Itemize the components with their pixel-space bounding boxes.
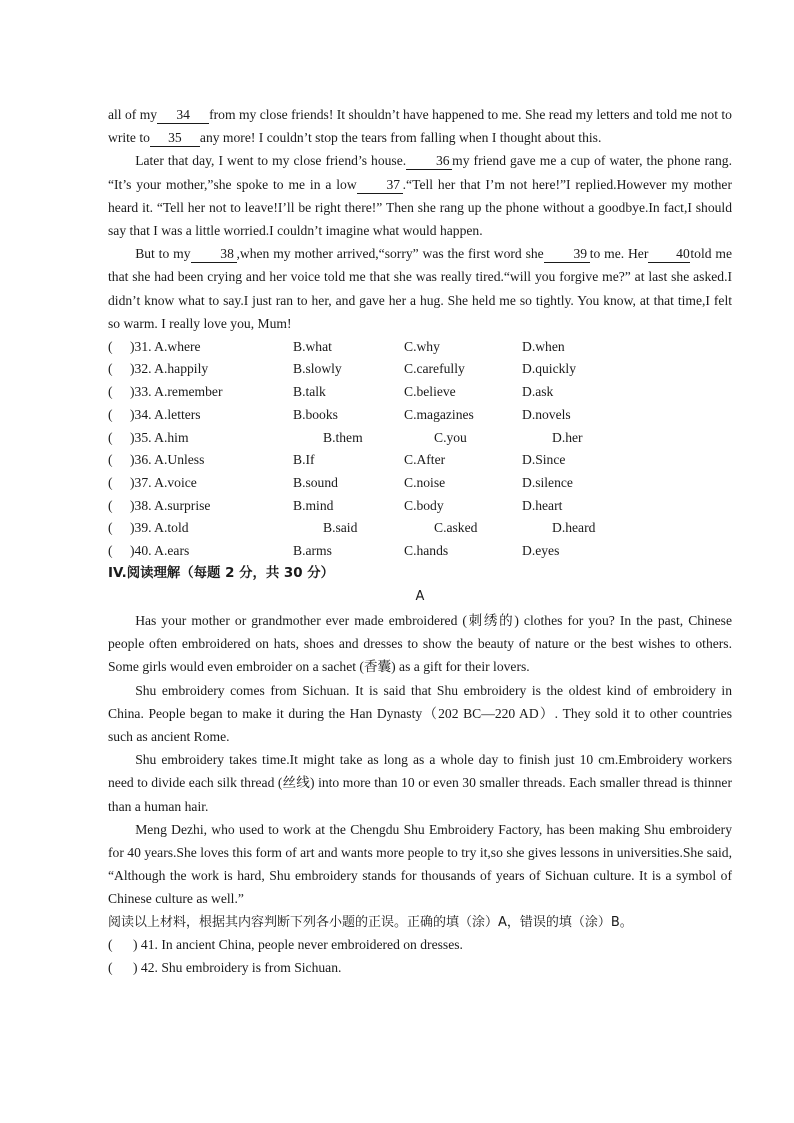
option-c: C.asked bbox=[434, 520, 478, 536]
option-a: )40. A.ears bbox=[130, 542, 190, 558]
option-b: B.what bbox=[293, 338, 332, 354]
option-d: D.eyes bbox=[522, 542, 560, 558]
answer-paren[interactable]: ( bbox=[108, 406, 113, 422]
choice-row-36 bbox=[108, 448, 732, 471]
text: from my close friends! It shouldn’t have happened to me. She read my letters and told me not to write to bbox=[108, 107, 732, 146]
answer-paren[interactable]: ( bbox=[108, 542, 113, 558]
option-c: C.hands bbox=[404, 542, 449, 558]
text: to me. Her bbox=[589, 246, 649, 262]
option-a: )35. A.him bbox=[130, 429, 189, 445]
blank-38[interactable]: 38 bbox=[191, 245, 237, 263]
option-d: D.ask bbox=[522, 384, 554, 400]
choice-row-33 bbox=[108, 380, 732, 403]
exam-page bbox=[108, 103, 732, 980]
section-title: IV.阅读理解（每题 2 分，共 30 分） bbox=[108, 565, 334, 581]
option-c: C.magazines bbox=[404, 406, 474, 422]
answer-paren[interactable]: ( bbox=[108, 960, 113, 976]
option-b: B.them bbox=[323, 429, 363, 445]
blank-39[interactable]: 39 bbox=[544, 245, 590, 263]
option-a: )36. A.Unless bbox=[130, 452, 205, 468]
blank-34[interactable]: 34 bbox=[157, 106, 209, 124]
option-d: D.her bbox=[552, 429, 583, 445]
answer-paren[interactable]: ( bbox=[108, 452, 113, 468]
option-a: )32. A.happily bbox=[130, 361, 209, 377]
choice-row-38 bbox=[108, 494, 732, 517]
reading-paragraph-3: Shu embroidery takes time.It might take as long as a whole day to finish just 10 cm.Embroidery workers need to divide each silk thread (丝线) into more than 10 or even 30 smaller threads. Each smaller thread is thinner than a human hair. bbox=[108, 752, 732, 814]
blank-36[interactable]: 36 bbox=[406, 152, 452, 170]
text: .“Tell her that I’m not here!”I replied.However my mother heard it. “Tell her not to leave!I’ll be right there!” Then she rang up the phone without a goodbye.In fact,I should say that I was a little worried.I couldn’t imagine what would happen. bbox=[108, 176, 732, 239]
option-b: B.talk bbox=[293, 384, 326, 400]
passage-label: A bbox=[415, 588, 425, 604]
instruction: 阅读以上材料，根据其内容判断下列各小题的正误。正确的填（涂）A，错误的填（涂）B。 bbox=[108, 914, 633, 930]
option-a: )39. A.told bbox=[130, 520, 189, 536]
passage-paragraph-1 bbox=[108, 103, 732, 149]
option-d: D.when bbox=[522, 338, 565, 354]
text: Later that day, I went to my close friend’s house. bbox=[135, 153, 407, 169]
answer-paren[interactable]: ( bbox=[108, 338, 113, 354]
option-c: C.noise bbox=[404, 474, 446, 490]
answer-paren[interactable]: ( bbox=[108, 520, 113, 536]
text: any more! I couldn’t stop the tears from falling when I thought about this. bbox=[199, 130, 602, 146]
option-c: C.After bbox=[404, 452, 446, 468]
choice-row-35 bbox=[108, 426, 732, 449]
option-d: D.novels bbox=[522, 406, 571, 422]
blank-37[interactable]: 37 bbox=[357, 176, 403, 194]
option-d: D.silence bbox=[522, 474, 573, 490]
option-c: C.body bbox=[404, 497, 444, 513]
question-text: ) 42. Shu embroidery is from Sichuan. bbox=[133, 960, 342, 976]
reading-paragraph-4: Meng Dezhi, who used to work at the Chengdu Shu Embroidery Factory, has been making Shu embroidery for 40 years.She loves this form of art and wants more people to try it,so she gives lessons in universities.She said, “Although the work is hard, Shu embroidery stands for thousands of years of Sichuan culture. It is a symbol of Chinese culture as well.” bbox=[108, 821, 732, 907]
answer-paren[interactable]: ( bbox=[108, 429, 113, 445]
option-b: B.sound bbox=[293, 474, 338, 490]
option-a: )38. A.surprise bbox=[130, 497, 211, 513]
option-c: C.you bbox=[434, 429, 467, 445]
tf-question-41 bbox=[108, 934, 732, 957]
choice-row-37 bbox=[108, 471, 732, 494]
text: ,when my mother arrived,“sorry” was the first word she bbox=[236, 246, 544, 262]
answer-paren[interactable]: ( bbox=[108, 497, 113, 513]
passage-paragraph-2 bbox=[108, 149, 732, 242]
option-d: D.quickly bbox=[522, 361, 576, 377]
option-c: C.why bbox=[404, 338, 440, 354]
answer-paren[interactable]: ( bbox=[108, 937, 113, 953]
option-a: )33. A.remember bbox=[130, 384, 223, 400]
choice-row-32 bbox=[108, 358, 732, 381]
option-d: D.heart bbox=[522, 497, 563, 513]
option-b: B.arms bbox=[293, 542, 332, 558]
choice-row-40 bbox=[108, 539, 732, 562]
choice-row-31 bbox=[108, 335, 732, 358]
text: all of my bbox=[108, 107, 158, 122]
option-b: B.books bbox=[293, 406, 338, 422]
option-a: )37. A.voice bbox=[130, 474, 197, 490]
option-b: B.slowly bbox=[293, 361, 342, 377]
text: my friend gave me a cup of water, the phone rang. “It’s your mother,”she spoke to me in a low bbox=[108, 153, 732, 192]
reading-paragraph-2: Shu embroidery comes from Sichuan. It is said that Shu embroidery is the oldest kind of embroidery in China. People began to make it during the Han Dynasty（202 BC—220 AD）. They sold it to other countries such as ancient Rome. bbox=[108, 682, 732, 744]
option-b: B.If bbox=[293, 452, 315, 468]
text: But to my bbox=[135, 246, 191, 262]
option-a: )34. A.letters bbox=[130, 406, 201, 422]
question-text: ) 41. In ancient China, people never embroidered on dresses. bbox=[133, 937, 463, 953]
option-c: C.carefully bbox=[404, 361, 465, 377]
choice-row-39 bbox=[108, 517, 732, 540]
blank-35[interactable]: 35 bbox=[150, 129, 200, 147]
option-b: B.said bbox=[323, 520, 358, 536]
answer-paren[interactable]: ( bbox=[108, 361, 113, 377]
choice-list bbox=[108, 335, 732, 562]
option-d: D.Since bbox=[522, 452, 566, 468]
answer-paren[interactable]: ( bbox=[108, 384, 113, 400]
answer-paren[interactable]: ( bbox=[108, 474, 113, 490]
tf-question-42 bbox=[108, 957, 732, 980]
text: told me that she had been crying and her voice told me that she was really tired.“will you forgive me?” at last she asked.I didn’t know what to say.I just ran to her, and gave her a hug. She held me so tightly. You know, at that time,I felt so warm. I really love you, Mum! bbox=[108, 246, 732, 331]
reading-paragraph-1: Has your mother or grandmother ever made embroidered (刺绣的) clothes for you? In the past, Chinese people often embroidered on hats, shoes and dresses to show the beauty of nature or the best wishes to others. Some girls would even embroider on a sachet (香囊) as a gift for their lovers. bbox=[108, 612, 732, 675]
blank-40[interactable]: 40 bbox=[648, 245, 690, 263]
choice-row-34 bbox=[108, 403, 732, 426]
option-a: )31. A.where bbox=[130, 338, 201, 354]
option-c: C.believe bbox=[404, 384, 456, 400]
option-d: D.heard bbox=[552, 520, 596, 536]
option-b: B.mind bbox=[293, 497, 334, 513]
passage-paragraph-3 bbox=[108, 242, 732, 335]
